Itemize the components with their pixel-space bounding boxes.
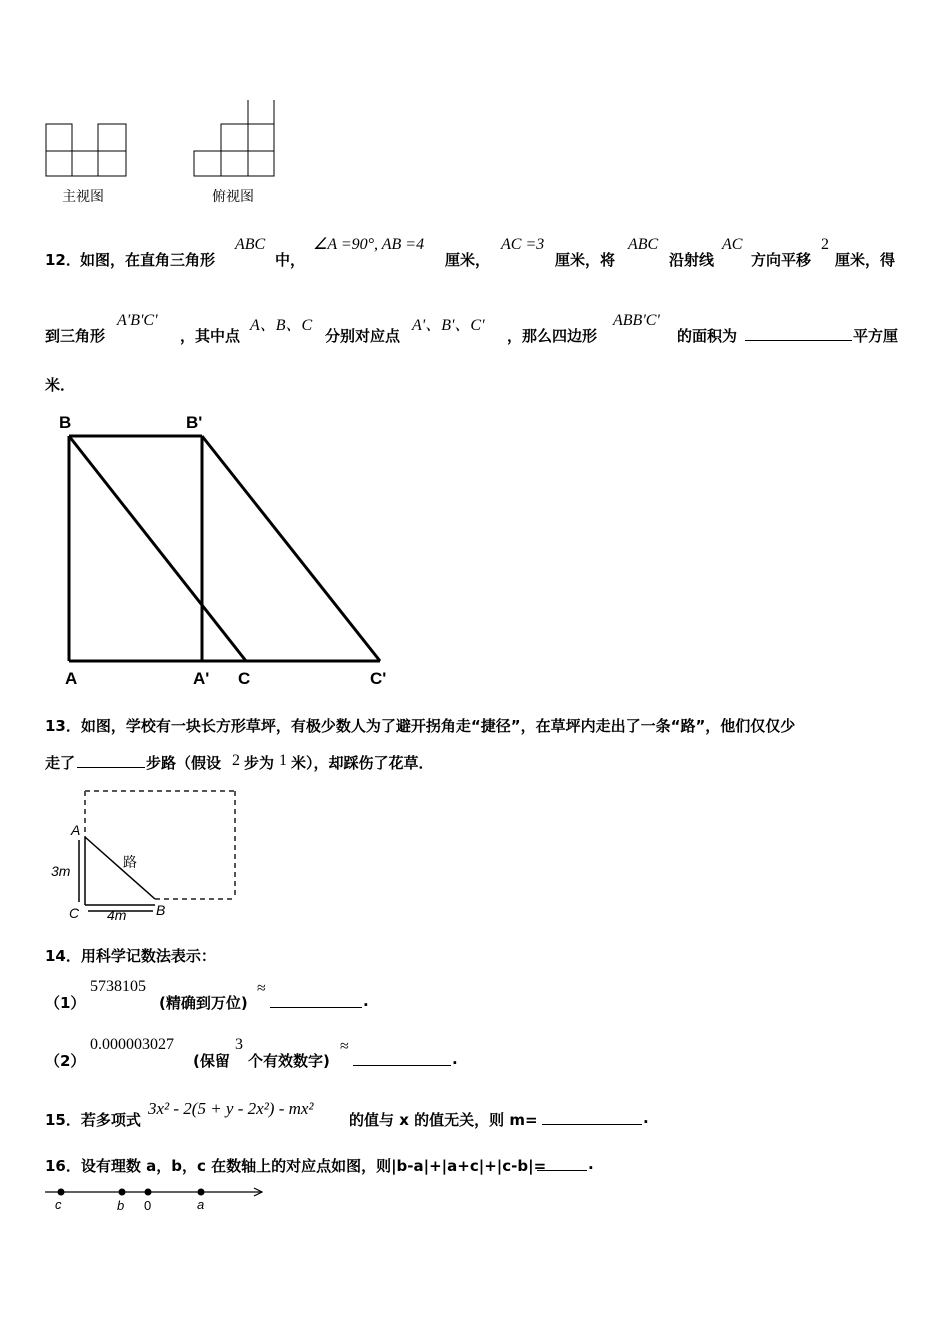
- segment-b-prime-c-prime: [202, 436, 380, 661]
- point-label-c: C: [238, 669, 251, 688]
- axis-label-b: b: [117, 1198, 125, 1213]
- q16-text: 16．设有理数 a，b，c 在数轴上的对应点如图，则|b-a|+|a+c|+|c-b|=: [45, 1157, 547, 1175]
- q16-end: .: [588, 1155, 594, 1173]
- q14-part2-value: 0.000003027: [90, 1036, 174, 1053]
- q13-line2: [45, 752, 545, 774]
- q14-part2-text: (保留: [193, 1052, 230, 1070]
- q14-part2-answer-blank[interactable]: [353, 1051, 451, 1066]
- q13-label-c: C: [69, 905, 80, 921]
- q13-figure: [45, 782, 245, 922]
- q12-figure-drawing: [55, 408, 400, 693]
- q13-line1: 13．如图，学校有一块长方形草坪，有极少数人为了避开拐角走“捷径”，在草坪内走出了一条“路”，他们仅仅少: [45, 717, 796, 735]
- question-12-line1: [45, 232, 915, 268]
- q16: [45, 1155, 645, 1177]
- point-label-b-prime: B': [186, 413, 203, 432]
- q14-part1-end: .: [363, 992, 369, 1010]
- q12-text: 沿射线: [669, 251, 715, 269]
- q14-title: 14．用科学记数法表示：: [45, 947, 216, 965]
- q15: [45, 1095, 665, 1131]
- q14-part2-digits: 3: [235, 1036, 243, 1053]
- point-a: [198, 1189, 205, 1196]
- point-label-a: A: [65, 669, 78, 688]
- q12-text: 厘米，: [445, 251, 491, 269]
- q12-text: 的面积为: [677, 327, 738, 345]
- point-b: [119, 1189, 126, 1196]
- axis-label-c: c: [55, 1197, 62, 1212]
- q14-approx-symbol: ≈: [340, 1038, 349, 1055]
- q14-part2-end: .: [452, 1050, 458, 1068]
- number-line: [40, 1180, 280, 1216]
- q12-math-abc-prime: A'B'C': [117, 312, 158, 329]
- q14-part2: [45, 1033, 505, 1073]
- q13-text: 步路（假设: [146, 754, 222, 772]
- q13-label-3m: 3m: [51, 863, 71, 879]
- q13-figure-drawing: [45, 782, 245, 922]
- q12-math-abc: ABC: [235, 236, 266, 253]
- point-label-b: B: [59, 413, 72, 432]
- q12-math-quad: ABB'C': [613, 312, 660, 329]
- q12-math-ac3: AC =3: [501, 236, 545, 253]
- q14-part1-text: (精确到万位): [159, 994, 248, 1012]
- segment-bc: [69, 436, 246, 661]
- point-c: [58, 1189, 65, 1196]
- question-12-line2: [45, 308, 915, 344]
- q12-text: ，其中点: [180, 327, 241, 345]
- q12-answer-blank[interactable]: [745, 326, 852, 341]
- q13-text: 步为: [244, 754, 275, 772]
- point-zero: [145, 1189, 152, 1196]
- q14-part1-value: 5738105: [90, 978, 146, 995]
- q12-text: 厘米，将: [555, 251, 616, 269]
- q15-answer-blank[interactable]: [542, 1110, 642, 1125]
- q13-label-4m: 4m: [107, 907, 127, 922]
- q12-figure: [55, 408, 400, 693]
- q14-part1: [45, 975, 465, 1015]
- front-view: [46, 124, 126, 176]
- q13-text: 米），却踩伤了花草．: [291, 754, 434, 772]
- q14-part1-number: （1）: [45, 994, 86, 1012]
- q12-text: 厘米，得: [835, 251, 896, 269]
- q12-text: 到三角形: [45, 327, 106, 345]
- q14-part2-text: 个有效数字): [248, 1052, 330, 1070]
- shortcut-path: [85, 837, 155, 899]
- q12-text: 方向平移: [751, 251, 812, 269]
- q14-part2-number: （2）: [45, 1052, 86, 1070]
- q15-text: 的值与 x 的值无关，则 m=: [349, 1111, 538, 1129]
- q12-text: ，那么四边形: [507, 327, 598, 345]
- q13-math-1: 1: [279, 752, 287, 769]
- q12-math-abc2: ABC: [628, 236, 659, 253]
- q13-text: 走了: [45, 754, 76, 772]
- q12-math-angle: ∠A =90°, AB =4: [313, 236, 425, 253]
- q13-label-path: 路: [123, 854, 137, 870]
- q16-answer-blank[interactable]: [537, 1156, 587, 1171]
- q13-answer-blank[interactable]: [77, 753, 145, 768]
- q13-math-2: 2: [232, 752, 240, 769]
- q15-text: .: [643, 1109, 649, 1127]
- q12-text: 如图，在直角三角形: [80, 251, 216, 269]
- q13-label-b: B: [156, 902, 166, 918]
- point-label-a-prime: A': [193, 669, 210, 688]
- q14-approx-symbol: ≈: [257, 980, 266, 997]
- q12-text: 平方厘: [853, 327, 899, 345]
- q12-math-2: 2: [821, 236, 829, 253]
- q12-text: 分别对应点: [325, 327, 401, 345]
- top-view: [194, 100, 274, 176]
- q12-math-ac: AC: [722, 236, 743, 253]
- q12-line3: 米．: [45, 376, 76, 394]
- q14-part1-answer-blank[interactable]: [270, 993, 362, 1008]
- q13-label-a: A: [71, 822, 81, 838]
- front-view-label: 主视图: [62, 189, 104, 205]
- q12-math-points: A、B、C: [250, 317, 313, 334]
- point-label-c-prime: C': [370, 669, 387, 688]
- number-line-drawing: [40, 1180, 280, 1216]
- q12-math-points-prime: A'、B'、C′: [412, 317, 485, 334]
- q15-expression: 3x² - 2(5 + y - 2x²) - mx²: [148, 1099, 314, 1118]
- q15-text: 15．若多项式: [45, 1111, 141, 1129]
- axis-label-zero: 0: [144, 1198, 152, 1213]
- lawn-outline: [85, 791, 235, 899]
- q12-text: 中，: [275, 251, 306, 269]
- top-view-label: 俯视图: [212, 189, 254, 205]
- q12-number: 12．: [45, 251, 81, 269]
- axis-label-a: a: [197, 1197, 205, 1212]
